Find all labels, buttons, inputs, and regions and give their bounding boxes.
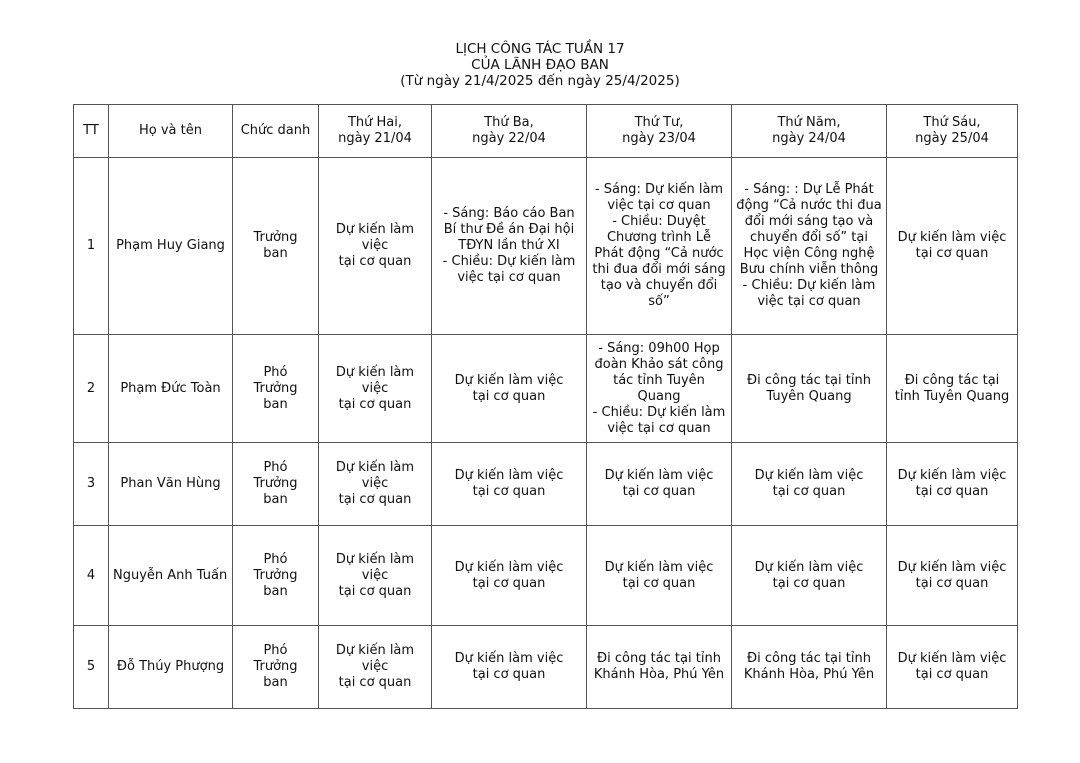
leader-position: Trưởng ban [233, 158, 319, 335]
leader-position: Phó Trưởng ban [233, 526, 319, 626]
friday-cell: Dự kiến làm việc tại cơ quan [887, 526, 1018, 626]
thursday-cell: Đi công tác tại tỉnh Khánh Hòa, Phú Yên [732, 626, 887, 709]
monday-cell: Dự kiến làm việc tại cơ quan [319, 158, 432, 335]
header-tuesday: Thứ Ba, ngày 22/04 [432, 105, 587, 158]
thursday-cell: Đi công tác tại tỉnh Tuyên Quang [732, 335, 887, 443]
leader-position: Phó Trưởng ban [233, 626, 319, 709]
wednesday-cell: Dự kiến làm việc tại cơ quan [587, 443, 732, 526]
leader-name: Phạm Đức Toàn [109, 335, 233, 443]
tuesday-cell: Dự kiến làm việc tại cơ quan [432, 335, 587, 443]
leader-name: Đỗ Thúy Phượng [109, 626, 233, 709]
leader-name: Phạm Huy Giang [109, 158, 233, 335]
tuesday-cell: Dự kiến làm việc tại cơ quan [432, 443, 587, 526]
friday-cell: Dự kiến làm việc tại cơ quan [887, 158, 1018, 335]
table-row [74, 626, 1018, 709]
friday-cell: Dự kiến làm việc tại cơ quan [887, 443, 1018, 526]
header-row [74, 105, 1018, 158]
monday-cell: Dự kiến làm việc tại cơ quan [319, 443, 432, 526]
header-friday: Thứ Sáu, ngày 25/04 [887, 105, 1018, 158]
wednesday-cell: - Sáng: 09h00 Họp đoàn Khảo sát công tác tỉnh Tuyên Quang - Chiều: Dự kiến làm việc tại cơ quan [587, 335, 732, 443]
wednesday-cell: Dự kiến làm việc tại cơ quan [587, 526, 732, 626]
thursday-cell: - Sáng: : Dự Lễ Phát động “Cả nước thi đua đổi mới sáng tạo và chuyển đổi số” tại Học viện Công nghệ Bưu chính viễn thông - Chiều: Dự kiến làm việc tại cơ quan [732, 158, 887, 335]
header-tt: TT [74, 105, 109, 158]
row-number: 3 [74, 443, 109, 526]
leader-position: Phó Trưởng ban [233, 335, 319, 443]
title-line-2: CỦA LÃNH ĐẠO BAN [471, 57, 609, 73]
row-number: 2 [74, 335, 109, 443]
row-number: 4 [74, 526, 109, 626]
leader-name: Nguyễn Anh Tuấn [109, 526, 233, 626]
header-monday: Thứ Hai, ngày 21/04 [319, 105, 432, 158]
tuesday-cell: - Sáng: Báo cáo Ban Bí thư Đề án Đại hội TĐYN lần thứ XI - Chiều: Dự kiến làm việc tại cơ quan [432, 158, 587, 335]
thursday-cell: Dự kiến làm việc tại cơ quan [732, 443, 887, 526]
header-wednesday: Thứ Tư, ngày 23/04 [587, 105, 732, 158]
friday-cell: Đi công tác tại tỉnh Tuyên Quang [887, 335, 1018, 443]
tuesday-cell: Dự kiến làm việc tại cơ quan [432, 626, 587, 709]
wednesday-cell: Đi công tác tại tỉnh Khánh Hòa, Phú Yên [587, 626, 732, 709]
monday-cell: Dự kiến làm việc tại cơ quan [319, 526, 432, 626]
title-line-3: (Từ ngày 21/4/2025 đến ngày 25/4/2025) [400, 73, 680, 89]
header-name: Họ và tên [109, 105, 233, 158]
document-title [0, 41, 1080, 89]
row-number: 5 [74, 626, 109, 709]
title-line-1: LỊCH CÔNG TÁC TUẦN 17 [455, 41, 625, 57]
table-row [74, 526, 1018, 626]
table-row [74, 443, 1018, 526]
wednesday-cell: - Sáng: Dự kiến làm việc tại cơ quan - Chiều: Duyệt Chương trình Lễ Phát động “Cả nước thi đua đổi mới sáng tạo và chuyển đổi số” [587, 158, 732, 335]
leader-position: Phó Trưởng ban [233, 443, 319, 526]
table-row [74, 158, 1018, 335]
thursday-cell: Dự kiến làm việc tại cơ quan [732, 526, 887, 626]
monday-cell: Dự kiến làm việc tại cơ quan [319, 626, 432, 709]
header-thursday: Thứ Năm, ngày 24/04 [732, 105, 887, 158]
row-number: 1 [74, 158, 109, 335]
schedule-table [73, 104, 1018, 709]
monday-cell: Dự kiến làm việc tại cơ quan [319, 335, 432, 443]
header-position: Chức danh [233, 105, 319, 158]
tuesday-cell: Dự kiến làm việc tại cơ quan [432, 526, 587, 626]
friday-cell: Dự kiến làm việc tại cơ quan [887, 626, 1018, 709]
table-row [74, 335, 1018, 443]
leader-name: Phan Văn Hùng [109, 443, 233, 526]
